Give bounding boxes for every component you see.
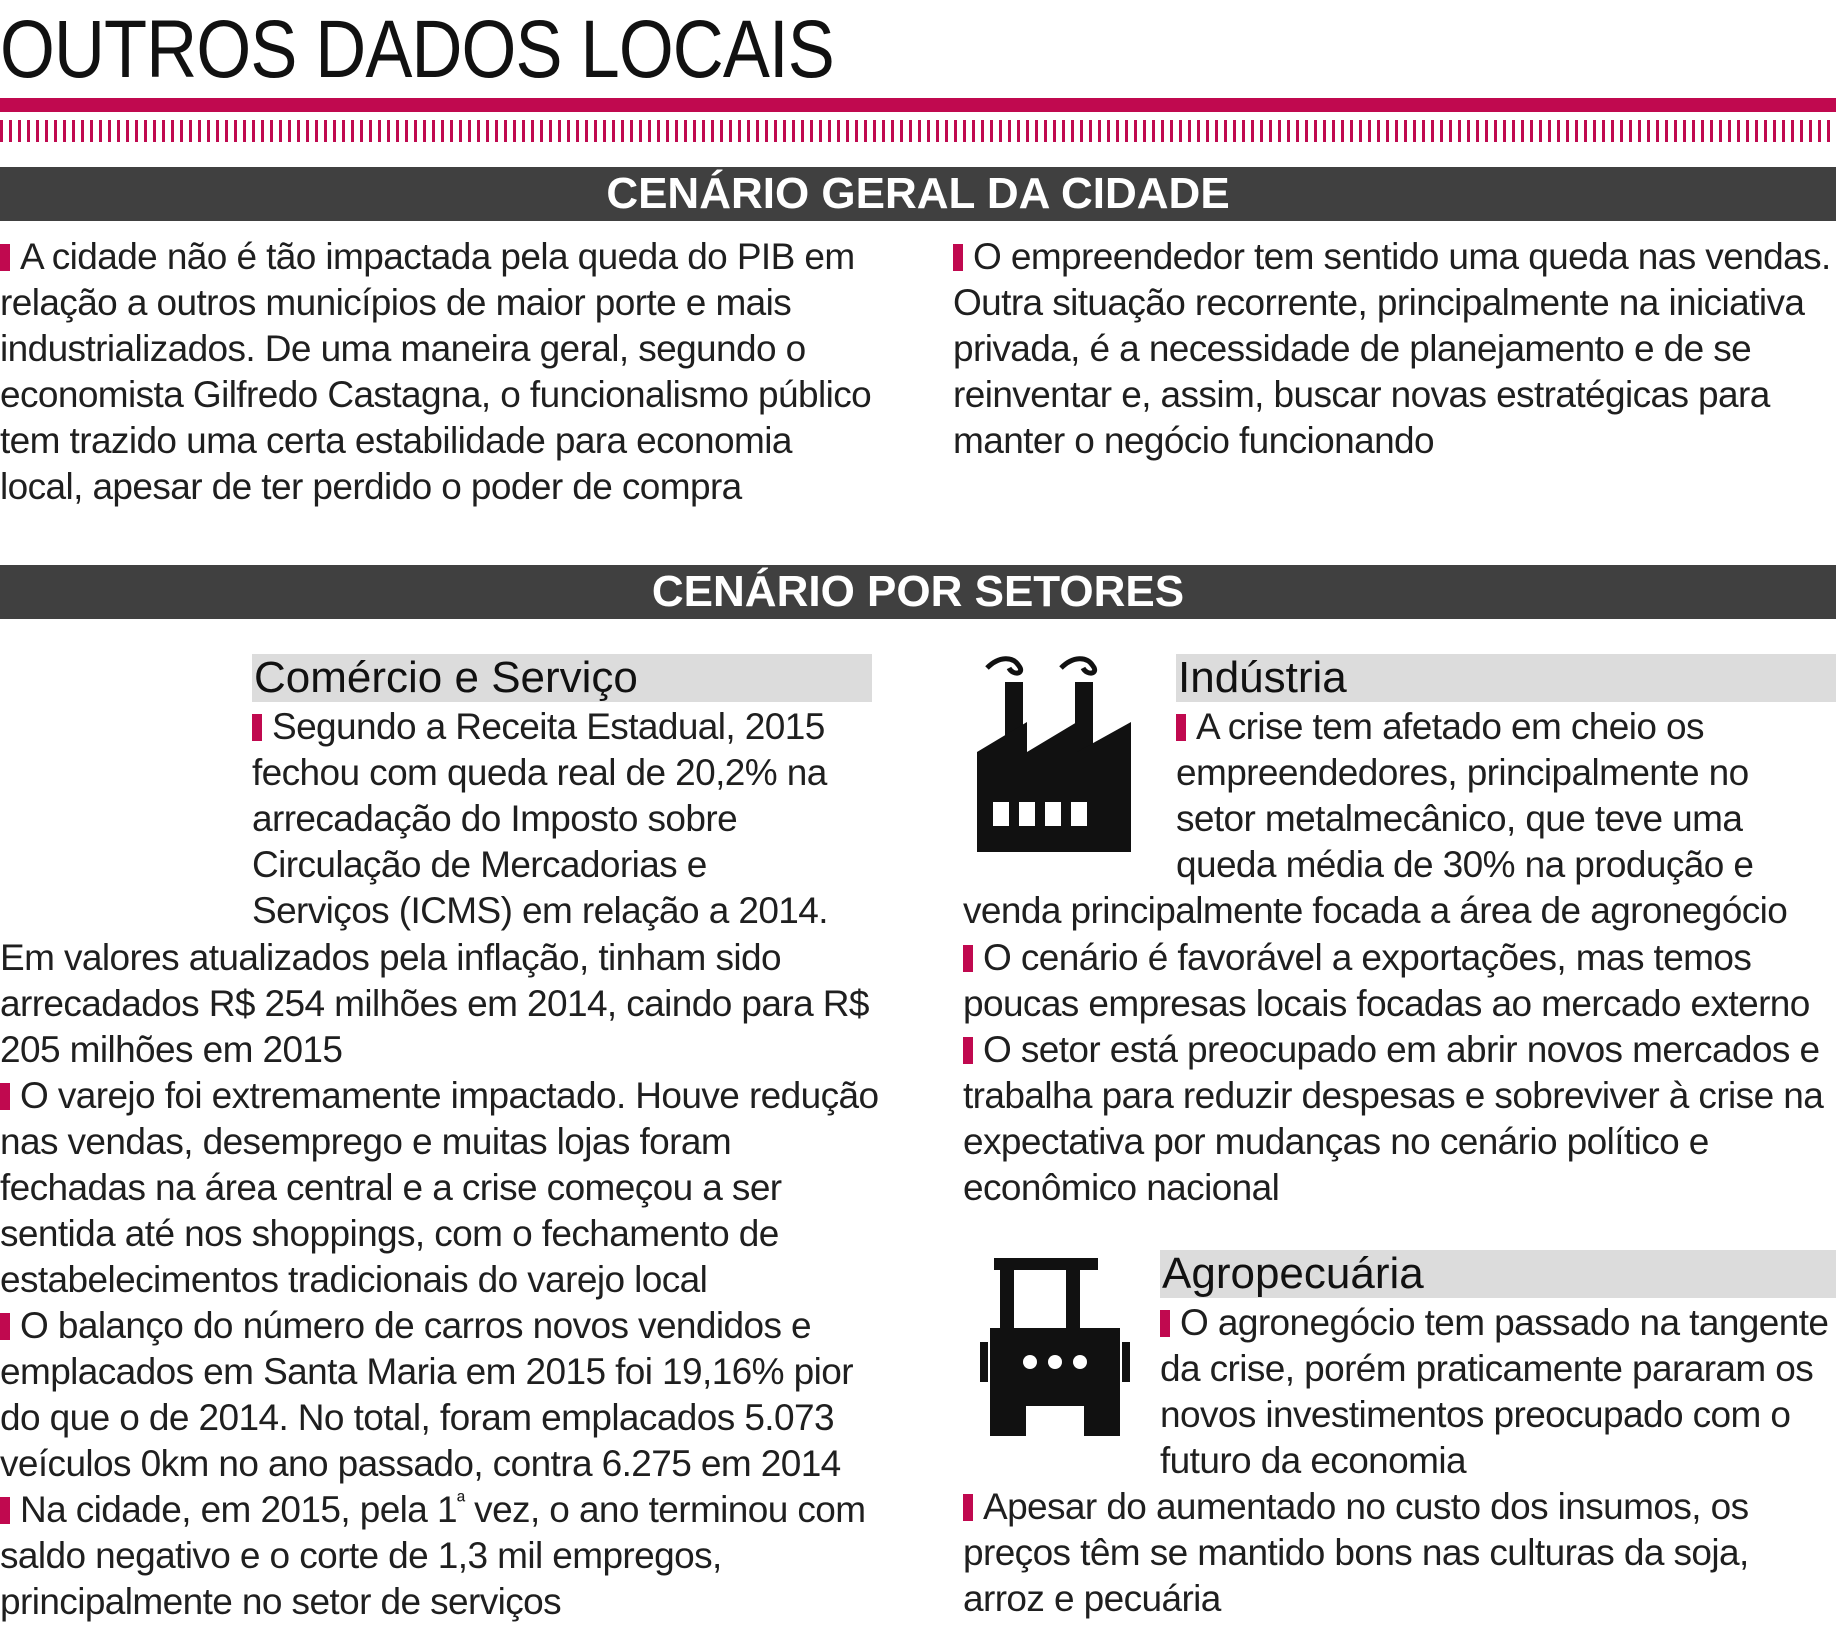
comercio-paragraph-3	[0, 1303, 880, 1487]
bullet-marker	[953, 244, 963, 271]
industria-p1-indent-text: A crise tem afetado em cheio os empreendedores, principalmente no setor metalmecânico, que teve uma queda média de 30% na produção e	[1176, 706, 1754, 885]
bullet-marker	[0, 1083, 10, 1110]
section-heading-cenario-geral: CENÁRIO GERAL DA CIDADE	[606, 169, 1230, 218]
section-bar-cenario-setores	[0, 565, 1836, 619]
section-bar-cenario-geral	[0, 167, 1836, 221]
comercio-p4-text-b: vez, o ano terminou com saldo negativo e o corte de 1,3 mil empregos, principalmente no setor de serviços	[0, 1489, 866, 1622]
comercio-p2-text: O varejo foi extremamente impactado. Houve redução nas vendas, desemprego e muitas lojas foram fechadas na área central e a crise começou a ser sentida até nos shoppings, com o fechamento de estabelecimentos tradicionais do varejo local	[0, 1075, 879, 1300]
page-title: OUTROS DADOS LOCAIS	[0, 4, 834, 95]
bullet-marker	[963, 945, 973, 972]
bullet-marker	[0, 1497, 10, 1524]
comercio-paragraph-1-full: Em valores atualizados pela inflação, tinham sido arrecadados R$ 254 milhões em 2014, caindo para R$ 205 milhões em 2015	[0, 937, 869, 1070]
title-tick-pattern	[0, 120, 1836, 142]
agro-p1-indent-text: O agronegócio tem passado na tangente da crise, porém praticamente pararam os novos investimentos preocupado com o futuro da economia	[1160, 1302, 1829, 1481]
bullet-marker	[252, 714, 262, 741]
bullet-marker	[1160, 1310, 1170, 1337]
title-underline-bar	[0, 98, 1836, 112]
comercio-paragraph-4	[0, 1487, 880, 1625]
agro-paragraph-1-indent	[1160, 1300, 1836, 1484]
factory-icon	[975, 652, 1133, 852]
bullet-marker	[1176, 714, 1186, 741]
industria-p3-text: O setor está preocupado em abrir novos mercados e trabalha para reduzir despesas e sobreviver à crise na expectativa por mudanças no cenário político e econômico nacional	[963, 1029, 1824, 1208]
industria-paragraph-2	[963, 935, 1836, 1027]
comercio-p4-text-a: Na cidade, em 2015, pela 1	[20, 1489, 457, 1530]
tractor-icon	[980, 1258, 1130, 1436]
cenario-geral-right-text: O empreendedor tem sentido uma queda nas vendas. Outra situação recorrente, principalmente na iniciativa privada, é a necessidade de planejamento e de se reinventar e, assim, buscar novas estratégicas para manter o negócio funcionando	[953, 236, 1831, 461]
comercio-p3-text: O balanço do número de carros novos vendidos e emplacados em Santa Maria em 2015 foi 19,16% pior do que o de 2014. No total, foram emplacados 5.073 veículos 0km no ano passado, contra 6.275 em 2014	[0, 1305, 853, 1484]
cenario-geral-right-paragraph	[953, 234, 1836, 464]
cenario-geral-left-paragraph	[0, 234, 880, 510]
subhead-comercio: Comércio e Serviço	[252, 654, 872, 702]
industria-p2-text: O cenário é favorável a exportações, mas temos poucas empresas locais focadas ao mercado externo	[963, 937, 1810, 1024]
cenario-geral-left-text: A cidade não é tão impactada pela queda do PIB em relação a outros municípios de maior porte e mais industrializados. De uma maneira geral, segundo o economista Gilfredo Castagna, o funcionalismo público tem trazido uma certa estabilidade para economia local, apesar de ter perdido o poder de compra	[0, 236, 872, 507]
section-heading-cenario-setores: CENÁRIO POR SETORES	[651, 567, 1185, 616]
industria-paragraph-1-indent	[1176, 704, 1836, 888]
subhead-agropecuaria: Agropecuária	[1160, 1250, 1836, 1298]
ordinal-superscript: ª	[456, 1488, 465, 1514]
bullet-marker	[0, 1313, 10, 1340]
bullet-marker	[0, 244, 10, 271]
agro-paragraph-2	[963, 1484, 1836, 1622]
comercio-p1-indent-text: Segundo a Receita Estadual, 2015 fechou com queda real de 20,2% na arrecadação do Imposto sobre Circulação de Mercadorias e Serviços (ICMS) em relação a 2014.	[252, 706, 828, 931]
bullet-marker	[963, 1037, 973, 1064]
comercio-paragraph-1-indent	[252, 704, 852, 934]
comercio-paragraph-2	[0, 1073, 880, 1303]
industria-paragraph-3	[963, 1027, 1836, 1211]
bullet-marker	[963, 1494, 973, 1521]
subhead-industria: Indústria	[1176, 654, 1836, 702]
agro-p2-text: Apesar do aumentado no custo dos insumos, os preços têm se mantido bons nas culturas da soja, arroz e pecuária	[963, 1486, 1749, 1619]
industria-paragraph-1-full: venda principalmente focada a área de agronegócio	[963, 890, 1788, 931]
